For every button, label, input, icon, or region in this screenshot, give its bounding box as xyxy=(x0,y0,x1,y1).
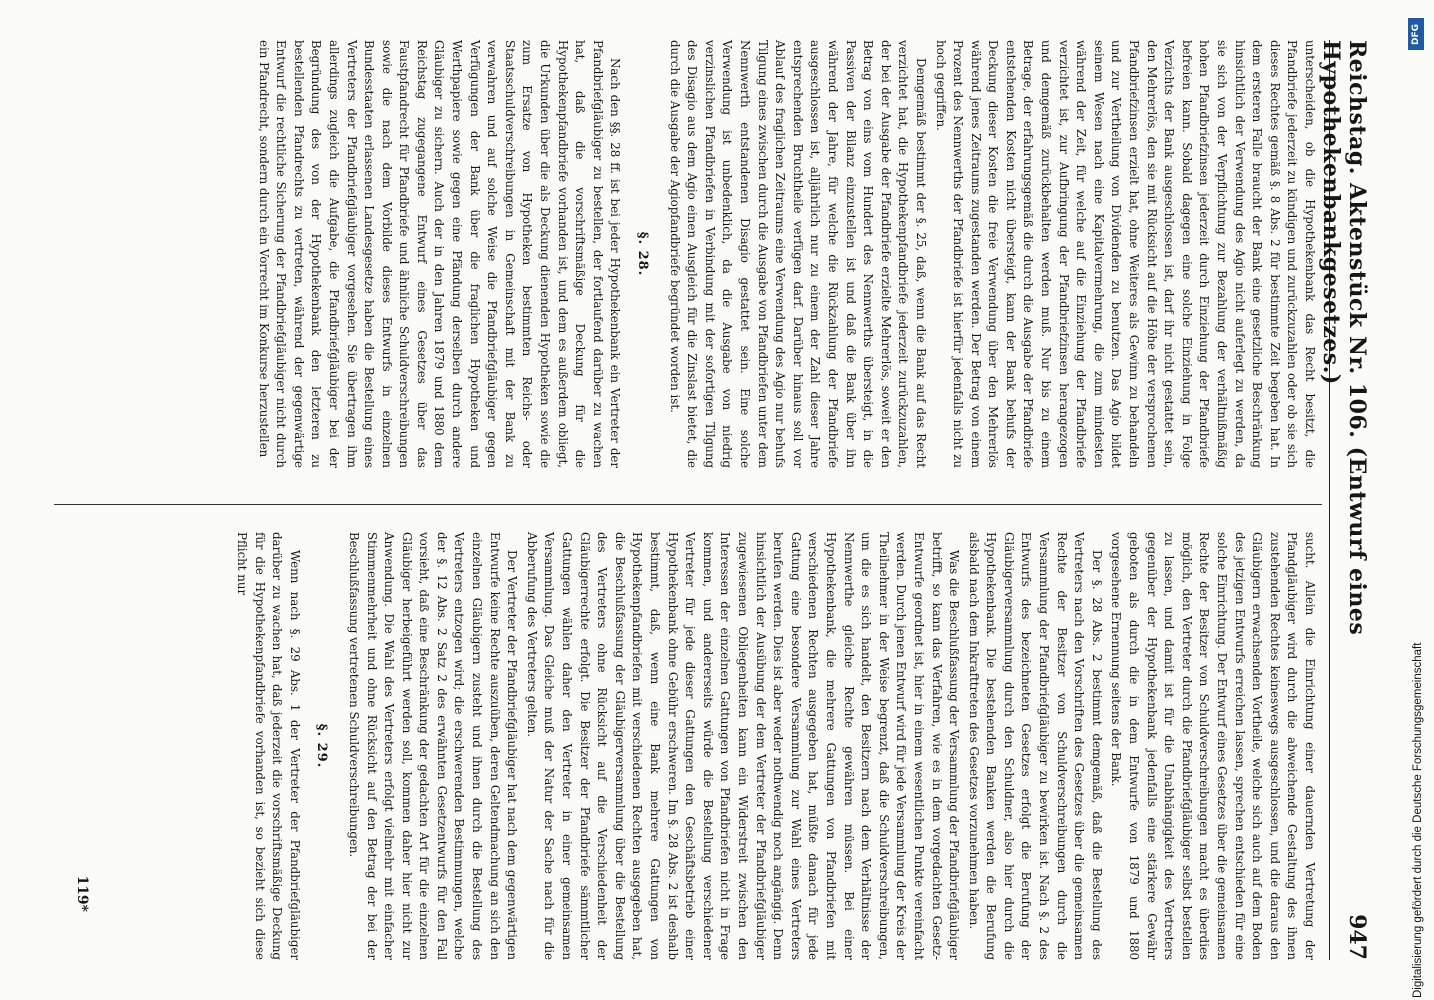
paragraph: Wenn nach §. 29 Abs. 1 der Vertreter der Pfandbriefgläubiger darüber zu wachen hat, daß jederzeit die vorschriftsmäßige Deckung für die Hypothekenpfandbriefe vorhanden ist, so bezieht sich diese Pflicht nur xyxy=(234,532,302,960)
running-title: Reichstag. Aktenstück Nr. 106. (Entwurf eines Hypothekenbankgesetzes.) xyxy=(1318,40,1370,636)
section-heading: §. 28. xyxy=(635,231,651,277)
paragraph: Der Vertreter der Pfandbriefgläubiger hat nach dem gegenwärtigen Entwurfe keine Rechte auszuüben, deren Geltendmachung an sich den einzelnen Gläubigern zusteht und ihnen durch die Bestellung des Vertreters entzogen wird; die erschwerenden Bestimmungen, welche der §. 12 Abs. 2 Satz 2 des erwähnten Gesetzentwurfs für den Fall vorsieht, daß eine Beschränkung der gedachten Art für die einzelnen Gläubiger herbeigeführt werden soll, kommen daher hier nicht zur Anwendung. Die Wahl des Vertreters erfolgt vielmehr mit einfacher Stimmenmehrheit und ohne Rücksicht auf den Betrag der bei der Beschlußfassung vertretenen Schuldverschreibungen. xyxy=(346,532,520,960)
signature-mark: 119* xyxy=(74,875,90,912)
dfg-logo-icon: DFG xyxy=(1408,18,1424,50)
credit-text: Digitalisierung gefördert durch die Deutsche Forschungsgemeinschaft xyxy=(1412,642,1424,998)
page-header xyxy=(1318,40,1380,960)
rotated-document-page xyxy=(10,0,1390,1000)
page-number: 947 xyxy=(1344,914,1370,960)
paragraph: Der §. 28 Abs. 2 bestimmt demgemäß, daß die Bestellung des Vertreters nach den Vorschriften des Gesetzes über die gemeinsamen Rechte der Besitzer von Schuldverschreibungen durch die Versammlung der Pfandbriefgläubiger zu bewirken ist. Nach §. 2 des Entwurfs des bezeichneten Gesetzes erfolgt die Berufung der Gläubigerversammlung durch den Schuldner, also hier durch die Hypothekenbank. Die bestehenden Banken werden die Berufung alsbald nach dem Inkrafttreten des Gesetzes vorzunehmen haben. xyxy=(966,532,1104,960)
paragraph: Was die Beschlußfassung der Versammlung der Pfandbriefgläubiger betrifft, so kann das Verfahren, wie es in dem vorgedachten Gesetz-Entwurfe geordnet ist, hier in einem wesentlichen Punkte vereinfacht werden. Durch jenen Entwurf wird für jede Versammlung der Kreis der Theilnehmer in der Weise begrenzt, daß die Schuldverschreibungen, um die es sich handelt, den Besitzern nach dem Verhältnisse der Nennwerthe gleiche Rechte gewähren müssen. Bei einer Hypothekenbank, die mehrere Gattungen von Pfandbriefen mit verschiedenen Rechten ausgegeben hat, müßte danach für jede Gattung eine besondere Versammlung zur Wahl eines Vertreters berufen werden. Dies ist aber weder nothwendig noch angängig. Denn hinsichtlich der Ausübung der dem Vertreter der Pfandbriefgläubiger zugewiesenen Obliegenheiten kann ein Widerstreit zwischen den Interessen der einzelnen Gattungen von Pfandbriefen nicht in Frage kommen, und andererseits würde die Bestellung verschiedener Vertreter für jede dieser Gattungen den Geschäftsbetrieb einer Hypothekenbank ohne Gebühr erschweren. Im §. 28 Abs. 2 ist deshalb bestimmt, daß, wenn eine Bank mehrere Gattungen von Hypothekenpfandbriefen mit verschiedenen Rechten ausgegeben hat, die Beschlußfassung der Gläubigerversammlung über die Bestellung des Vertreters ohne Rücksicht auf die Verschiedenheit der Gläubigerrechte erfolgt. Die Besitzer der Pfandbriefe sämmtlicher Gattungen wählen daher den Vertreter in einer gemeinsamen Versammlung. Das Gleiche muß der Natur der Sache nach für die Abberufung des Vertreters gelten. xyxy=(524,532,962,960)
column-divider xyxy=(54,504,1322,505)
left-column xyxy=(252,40,1318,468)
digitization-credit xyxy=(1404,8,1430,998)
paragraph: sucht. Allein die Einrichtung einer dauernden Vertretung der Pfandgläubiger wird durch die abweichende Gestaltung des ihnen zustehenden Rechtes keineswegs ausgeschlossen, und die daraus den Gläubigern erwachsenden Vortheile, welche sich auch auf dem Boden des jetzigen Entwurfs erreichen lassen, sprechen entschieden für eine solche Einrichtung. Der Entwurf eines Gesetzes über die gemeinsamen Rechte der Besitzer von Schuldverschreibungen macht es überdies möglich, den Vertreter durch die Pfandbriefgläubiger selbst bestellen zu lassen, und damit ist für die Unabhängigkeit des Vertreters gegenüber der Hypothekenbank jedenfalls eine stärkere Gewähr geboten als durch die in dem Entwurfe von 1879 und 1880 vorgesehene Ernennung seitens der Bank. xyxy=(1109,532,1317,960)
paragraph: unterscheiden, ob die Hypothekenbank das Recht besitzt, die Pfandbriefe jederzeit zu kündigen und zurückzuzahlen oder ob sie sich dieses Rechtes gemäß §. 8 Abs. 2 für bestimmte Zeit begeben hat. In dem ersteren Falle braucht der Bank eine gesetzliche Beschränkung hinsichtlich der Verwendung des Agio nicht auferlegt zu werden, da sie sich von der Verpflichtung zur Bezahlung der verhältnißmäßig hohen Pfandbriefzinsen jederzeit durch Einziehung der Pfandbriefe befreien kann. Sobald dagegen eine solche Einziehung in Folge Verzichts der Bank ausgeschlossen ist, darf ihr nicht gestattet sein, den Mehrerlös, den sie mit Rücksicht auf die Höhe der versprochenen Pfandbriefzinsen erzielt hat, ohne Weiteres als Gewinn zu behandeln und zur Vertheilung von Dividenden zu benutzen. Das Agio bildet seinem Wesen nach eine Kapitalvermehrung, die zum mindesten während der Zeit, für welche auf die Einziehung der Pfandbriefe verzichtet ist, zur Aufbringung der Pfandbriefzinsen herangezogen und demgemäß zurückbehalten werden muß. Nur bis zu einem Betrage, der erfahrungsgemäß die durch die Ausgabe der Pfandbriefe entstehenden Kosten nicht übersteigt, kann der Bank behufs der Deckung dieser Kosten die freie Verwendung über den Mehrerlös während jenes Zeitraums zugestanden werden. Der Betrag von einem Prozent des Nennwerths der Pfandbriefe ist hierfür jedenfalls nicht zu hoch gegriffen. xyxy=(933,40,1317,468)
paragraph: Nach den §§. 28 ff. ist bei jeder Hypothekenbank ein Vertreter der Pfandbriefgläubiger zu bestellen, der fortlaufend darüber zu wachen hat, daß die vorschriftsmäßige Deckung für die Hypothekenpfandbriefe vorhanden ist, und dem es außerdem obliegt, die Urkunden über die als Deckung dienenden Hypotheken sowie die zum Ersatze von Hypotheken bestimmten Reichs- oder Staatsschuldverschreibungen in Gemeinschaft mit der Bank zu verwahren und auf solche Weise die Pfandbriefgläubiger gegen Verfügungen der Bank über die fraglichen Hypotheken und Werthpapiere sowie gegen eine Pfändung derselben durch andere Gläubiger zu sichern. Auch der in den Jahren 1879 und 1880 dem Reichstag zugegangene Entwurf eines Gesetzes über das Faustpfandrecht für Pfandbriefe und ähnliche Schuldverschreibungen sowie die nach dem Vorbilde dieses Entwurfs in einzelnen Bundesstaaten erlassenen Landesgesetze haben die Bestellung eines Vertreters der Pfandbriefgläubiger vorgesehen. Sie übertragen ihm allerdings zugleich die Aufgabe, die Pfandbriefgläubiger bei der Begründung des von der Hypothekenbank den letzteren zu bestellenden Pfandrechts zu vertreten, während der gegenwärtige Entwurf die rechtliche Sicherung der Pfandbriefgläubiger nicht durch ein Pfandrecht, sondern durch ein Vorrecht im Konkurse herzustellen xyxy=(256,40,623,468)
paragraph: Demgemäß bestimmt der §. 25, daß, wenn die Bank auf das Recht verzichtet hat, die Hypothekenpfandbriefe jederzeit zurückzuzahlen, der bei der Ausgabe der Pfandbriefe erzielte Mehrerlös, soweit er den Betrag von eins vom Hundert des Nennwerths übersteigt, in die Passiven der Bilanz einzustellen ist und daß die Bank über ihn während der Jahre, für welche die Rückzahlung der Pfandbriefe ausgeschlossen ist, alljährlich nur zu einem der Zahl dieser Jahre entsprechenden Bruchtheile verfügen darf. Darüber hinaus soll vor Ablauf des fraglichen Zeitraums eine Verwendung des Agio nur behufs Tilgung eines zwischen durch die Ausgabe von Pfandbriefen unter dem Nennwerth entstandenen Disagio gestattet sein. Eine solche Verwendung ist unbedenklich, da die Ausgabe von niedrig verzinslichen Pfandbriefen in Verbindung mit der sofortigen Tilgung des Disagio aus dem Agio einen Ausgleich für die Zinslast bietet, die durch die Ausgabe der Agiopfandbriefe begründet worden ist. xyxy=(667,40,928,468)
section-heading: §. 29. xyxy=(314,723,330,769)
right-column xyxy=(230,532,1318,960)
